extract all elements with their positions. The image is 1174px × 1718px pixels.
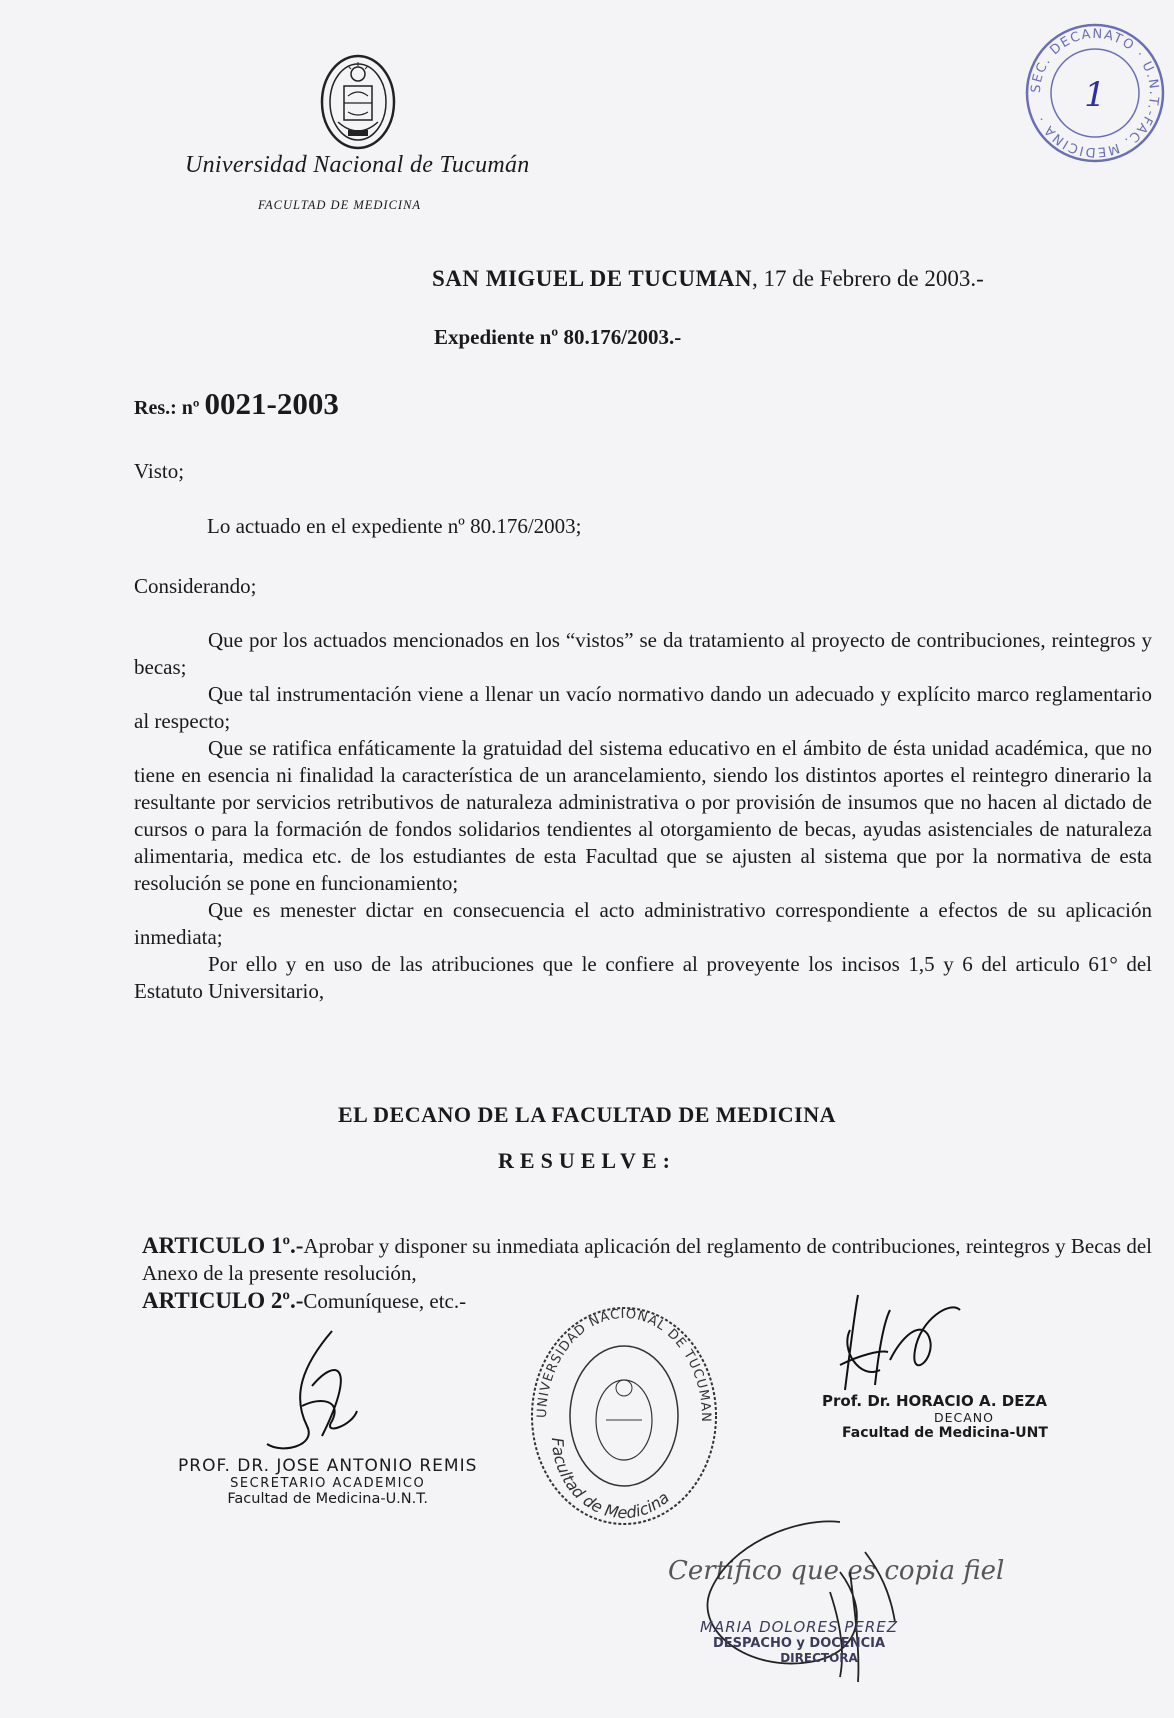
signer-role: SECRETARIO ACADEMICO — [230, 1476, 426, 1491]
university-crest-logo — [318, 52, 398, 152]
decano-title: EL DECANO DE LA FACULTAD DE MEDICINA — [338, 1102, 836, 1127]
resuelve-heading: RESUELVE: — [498, 1148, 676, 1173]
decanato-stamp-text: SEC. DECANATO · U.N.T.-FAC. MEDICINA · — [1028, 26, 1162, 160]
folio-number: 1 — [1084, 75, 1106, 115]
signer-name: PROF. DR. JOSE ANTONIO REMIS — [178, 1456, 478, 1476]
certification-signature — [690, 1512, 930, 1692]
decanato-stamp — [1020, 18, 1170, 168]
signature-block-left — [178, 1456, 477, 1507]
article-label: ARTICULO 2º.- — [142, 1288, 304, 1313]
certification-stamp — [700, 1618, 898, 1665]
actuado-line: Lo actuado en el expediente nº 80.176/2003; — [207, 514, 582, 538]
certifier-role: DESPACHO y DOCENCIA — [713, 1636, 886, 1651]
seal-text-top: UNIVERSIDAD NACIONAL DE TUCUMAN — [534, 1306, 714, 1423]
signer-faculty: Facultad de Medicina-UNT — [842, 1425, 1048, 1441]
considerando-paragraph: Que por los actuados mencionados en los “vistos” se da tratamiento al proyecto de contribuciones, reintegros y becas; — [134, 628, 1152, 679]
university-name: Universidad Nacional de Tucumán — [185, 152, 530, 178]
date-line — [432, 266, 984, 292]
considerando-body — [134, 627, 1152, 1005]
certification-text: Certifico que es copia fiel — [668, 1556, 1005, 1586]
svg-text:Facultad de Medicina — [548, 1437, 673, 1522]
signature-remis — [262, 1326, 382, 1456]
signer-role: DECANO — [934, 1410, 994, 1425]
faculty-seal — [524, 1298, 724, 1528]
seal-text-bottom: Facultad de Medicina — [547, 1437, 673, 1523]
svg-text:UNIVERSIDAD NACIONAL DE TUCUMA — [535, 1307, 713, 1423]
resolution-value: 0021-2003 — [204, 386, 339, 421]
considerando-heading: Considerando; — [134, 574, 257, 598]
article-label: ARTICULO 1º.- — [142, 1233, 304, 1258]
article-text: Comuníquese, etc.- — [303, 1289, 467, 1313]
considerando-paragraph: Que tal instrumentación viene a llenar un vacío normativo dando un adecuado y explícito marco reglamentario al respecto; — [134, 682, 1152, 733]
resolution-label: Res.: nº — [134, 397, 205, 419]
considerando-paragraph: Que se ratifica enfáticamente la gratuidad del sistema educativo en el ámbito de ésta unidad académica, que no tiene en esencia ni finalidad la característica de un arancelamiento, siendo los distintos aportes el reintegro dinerario la resultante por servicios retributivos de naturaleza administrativa o por provisión de insumos que no hacen al dictado de cursos o para la formación de fondos solidarios tendientes al otorgamiento de becas, ayudas asistenciales de naturaleza alimentaria, medica etc. de los estudiantes de esta Facultad que se ajusten al sistema que por la normativa de esta resolución se pone en funcionamiento; — [134, 736, 1152, 895]
certifier-name: MARIA DOLORES PEREZ — [700, 1618, 899, 1636]
signer-faculty: Facultad de Medicina-U.N.T. — [227, 1491, 428, 1507]
certifier-title: DIRECTORA — [780, 1651, 858, 1665]
article-text: Aprobar y disponer su inmediata aplicación del reglamento de contribuciones, reintegros y Becas del Anexo de la presente resolución, — [142, 1234, 1153, 1285]
signature-deza — [830, 1290, 970, 1400]
article-1 — [142, 1232, 1152, 1287]
visto-heading: Visto; — [134, 459, 185, 483]
faculty-name: FACULTAD DE MEDICINA — [258, 198, 422, 212]
considerando-paragraph: Que es menester dictar en consecuencia el acto administrativo correspondiente a efectos de su aplicación inmediata; — [134, 898, 1152, 949]
city: SAN MIGUEL DE TUCUMAN — [432, 266, 752, 291]
considerando-paragraph: Por ello y en uso de las atribuciones que le confiere al proveyente los incisos 1,5 y 6 del articulo 61° del Estatuto Universitario, — [134, 952, 1152, 1003]
resolution-number — [134, 386, 339, 422]
expediente-number: Expediente nº 80.176/2003.- — [434, 325, 682, 349]
date: , 17 de Febrero de 2003.- — [751, 266, 984, 291]
signer-name: Prof. Dr. HORACIO A. DEZA — [822, 1392, 1047, 1410]
signature-block-right — [822, 1392, 1048, 1441]
